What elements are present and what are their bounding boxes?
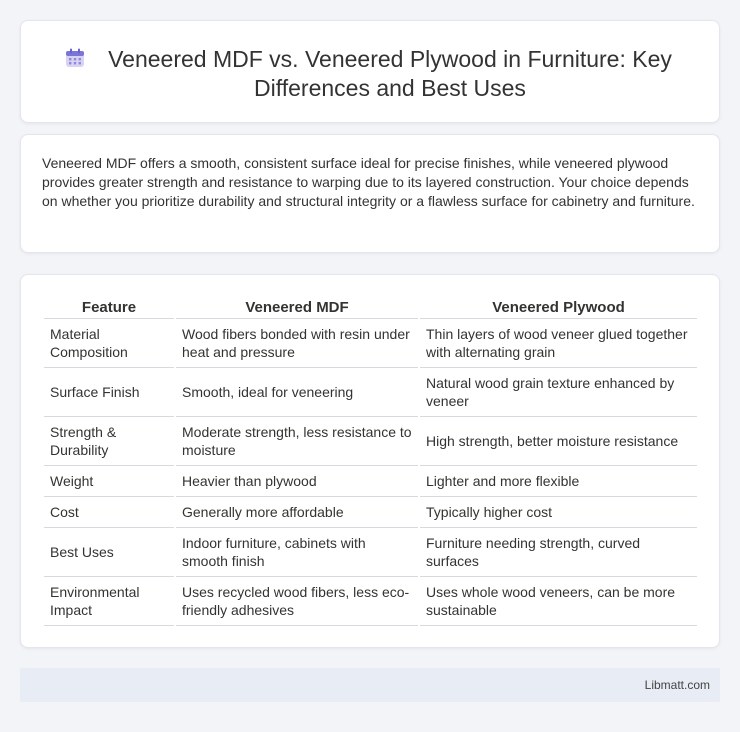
table-cell: Best Uses <box>44 528 174 577</box>
table-cell: Natural wood grain texture enhanced by veneer <box>420 368 697 417</box>
table-row <box>44 528 697 577</box>
summary-card <box>20 134 720 253</box>
table-cell: Uses whole wood veneers, can be more sustainable <box>420 577 697 626</box>
table-cell: Wood fibers bonded with resin under heat and pressure <box>176 319 418 368</box>
column-header: Veneered Plywood <box>420 296 697 319</box>
table-cell: Material Composition <box>44 319 174 368</box>
table-cell: Uses recycled wood fibers, less eco-friendly adhesives <box>176 577 418 626</box>
table-row <box>44 368 697 417</box>
footer-source-link[interactable]: Libmatt.com <box>644 678 710 692</box>
table-cell: Furniture needing strength, curved surfaces <box>420 528 697 577</box>
table-header-row <box>44 296 697 319</box>
table-cell: Weight <box>44 466 174 497</box>
table-cell: Strength & Durability <box>44 417 174 466</box>
column-header: Veneered MDF <box>176 296 418 319</box>
summary-text: Veneered MDF offers a smooth, consistent surface ideal for precise finishes, while veneered plywood provides greater strength and resistance to warping due to its layered construction. Your choice depends on whether you prioritize durability and structural integrity or a flawless surface for cabinetry and furniture. <box>42 155 695 209</box>
table-cell: Environmental Impact <box>44 577 174 626</box>
table-cell: Indoor furniture, cabinets with smooth finish <box>176 528 418 577</box>
table-cell: Heavier than plywood <box>176 466 418 497</box>
table-cell: Generally more affordable <box>176 497 418 528</box>
table-cell: Lighter and more flexible <box>420 466 697 497</box>
table-cell: High strength, better moisture resistance <box>420 417 697 466</box>
table-cell: Surface Finish <box>44 368 174 417</box>
table-cell: Moderate strength, less resistance to moisture <box>176 417 418 466</box>
table-row <box>44 577 697 626</box>
comparison-table <box>42 296 699 626</box>
table-row <box>44 497 697 528</box>
table-row <box>44 417 697 466</box>
footer <box>20 668 720 702</box>
table-cell: Cost <box>44 497 174 528</box>
comparison-table-card <box>20 274 720 648</box>
title-card <box>20 20 720 123</box>
table-cell: Thin layers of wood veneer glued together with alternating grain <box>420 319 697 368</box>
table-row <box>44 466 697 497</box>
table-cell: Smooth, ideal for veneering <box>176 368 418 417</box>
table-row <box>44 319 697 368</box>
page-title: Veneered MDF vs. Veneered Plywood in Furniture: Key Differences and Best Uses <box>108 46 672 101</box>
column-header: Feature <box>44 296 174 319</box>
table-cell: Typically higher cost <box>420 497 697 528</box>
